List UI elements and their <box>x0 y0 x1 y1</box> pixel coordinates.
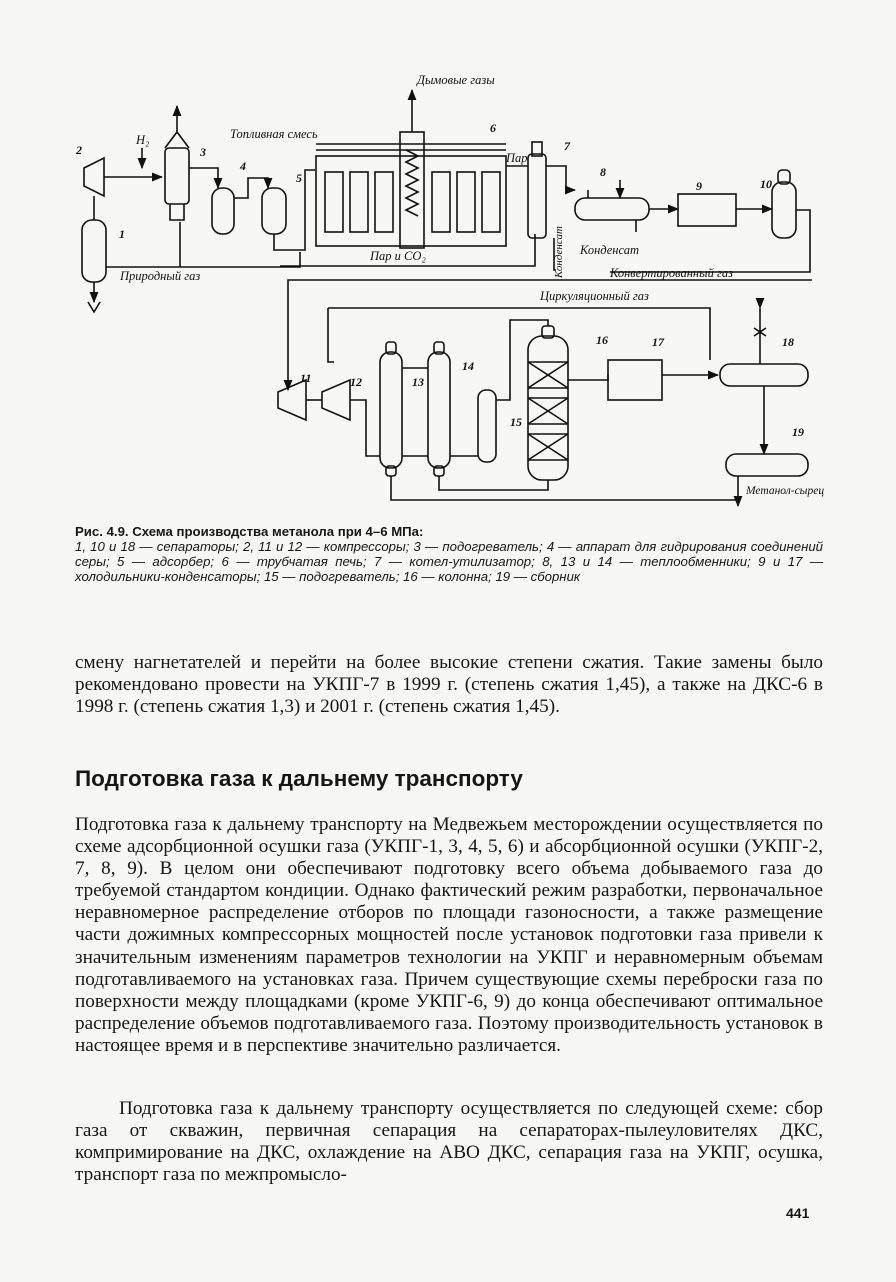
methanol-process-diagram <box>70 70 830 520</box>
number-19: 19 <box>792 425 804 439</box>
compressor-2 <box>84 158 104 196</box>
number-5: 5 <box>296 171 302 185</box>
page-number: 441 <box>786 1205 810 1221</box>
label-natural-gas: Природный газ <box>120 269 201 283</box>
label-converted-gas: Конвертированный газ <box>610 266 733 280</box>
label-flue-gases: Дымовые газы <box>417 73 495 87</box>
number-7: 7 <box>564 139 570 153</box>
adsorber-5 <box>262 188 286 234</box>
caption-title: Рис. 4.9. Схема производства метанола при 4–6 МПа: <box>75 524 424 539</box>
number-16: 16 <box>596 333 608 347</box>
figure-caption <box>75 524 823 584</box>
heat-exchanger-13 <box>380 342 402 476</box>
paragraph-1: Подготовка газа к дальнему транспорту на Медвежьем месторождении осуществляется по схеме адсорбционной осушки газа (УКПГ-1, 3, 4, 5, 6) и абсорбционной осушки (УКПГ-2, 7, 8, 9). В целом они обеспечивают подготовку всего объема добываемого газа до требуемой стандартом кондиции. Однако фактический режим разработки, первоначальное неравномерное распределение отборов по площади газоносности, а также размещение части дожимных компрессорных мощностей после установок подготовки газа привели к значительным изменениям параметров технологии на УКПГ и неравномерным объемам подготавливаемого на установках газа. Причем существующие схемы переброски газа по поверхности между площадками (кроме УКПГ-6, 9) до конца обеспечивают оптимальное распределение объемов подготавливаемого газа. Поэтому производительность установок в настоящее время и в перспективе значительно различается. <box>75 814 823 1056</box>
tube-furnace-6 <box>316 90 506 248</box>
compressor-12 <box>322 380 350 420</box>
label-raw-methanol: Метанол-сырец <box>746 485 825 497</box>
separator-10 <box>772 170 796 238</box>
number-1: 1 <box>119 227 125 241</box>
number-10: 10 <box>760 177 772 191</box>
number-9: 9 <box>696 179 702 193</box>
number-2: 2 <box>76 143 82 157</box>
label-condensate: Конденсат <box>580 243 640 257</box>
label-steam: Пар <box>506 151 528 165</box>
section-heading: Подготовка газа к дальнему транспорту <box>75 766 523 791</box>
separator-18 <box>720 364 808 386</box>
number-11: 11 <box>300 371 312 385</box>
heater-15 <box>478 390 496 462</box>
label-h2: H₂ <box>136 133 150 147</box>
number-17: 17 <box>652 335 664 349</box>
label-circulation-gas: Циркуляционный газ <box>540 289 649 303</box>
column-16 <box>528 326 568 480</box>
collector-19 <box>726 454 808 476</box>
number-14: 14 <box>462 359 474 373</box>
caption-legend: 1, 10 и 18 — сепараторы; 2, 11 и 12 — компрессоры; 3 — подогреватель; 4 — аппарат для гидрирования соединений серы; 5 — адсорбер; 6 — трубчатая печь; 7 — котел-утилизатор; 8, 13 и 14 — теплообменники; 9 и 17 — холодильники-конденсаторы; 15 — подогреватель; 16 — колонна; 19 — сборник <box>75 539 823 584</box>
heat-exchanger-8 <box>575 180 649 232</box>
number-18: 18 <box>782 335 794 349</box>
paragraph-2: Подготовка газа к дальнему транспорту осуществляется по следующей схеме: сбор газа от скважин, первичная сепарация на сепараторах-пылеуловителях ДКС, компримирование на ДКС, охлаждение на АВО ДКС, сепарация газа на УКПГ, осушка, транспорт газа по межпромысло- <box>75 1098 823 1186</box>
heater-3 <box>165 106 189 220</box>
separator-1 <box>82 208 106 312</box>
number-13: 13 <box>412 375 424 389</box>
label-condensate-vertical: Конденсат <box>553 226 565 278</box>
paragraph-intro: смену нагнетателей и перейти на более высокие степени сжатия. Такие замены было рекомендовано провести на УКПГ-7 в 1999 г. (степень сжатия 1,45), а также на ДКС-6 в 1998 г. (степень сжатия 1,3) и 2001 г. (степень сжатия 1,45). <box>75 652 823 718</box>
number-3: 3 <box>200 145 206 159</box>
label-fuel-mix: Топливная смесь <box>230 127 318 141</box>
heat-exchanger-14 <box>428 342 450 476</box>
number-15: 15 <box>510 415 522 429</box>
cooler-condenser-9 <box>678 194 736 226</box>
label-steam-co2: Пар и CO₂ <box>370 249 426 263</box>
waste-heat-boiler-7 <box>528 142 546 238</box>
compressor-11 <box>278 380 306 420</box>
number-12: 12 <box>350 375 362 389</box>
number-6: 6 <box>490 121 496 135</box>
number-4: 4 <box>240 159 246 173</box>
cooler-condenser-17 <box>608 360 662 400</box>
hydrogenation-apparatus-4 <box>212 188 234 234</box>
number-8: 8 <box>600 165 606 179</box>
